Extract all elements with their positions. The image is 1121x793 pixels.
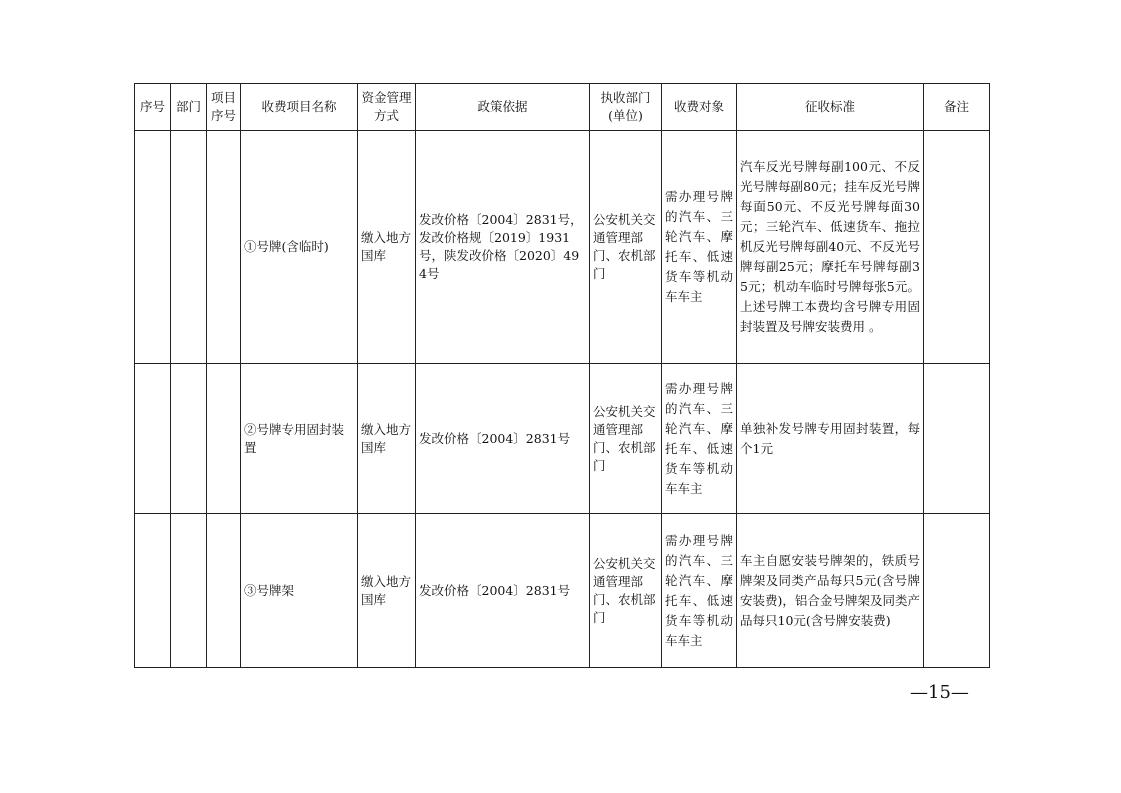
cell-remark (924, 364, 990, 514)
header-fee-name: 收费项目名称 (241, 84, 358, 131)
cell-dept (171, 364, 207, 514)
page-number: —15— (910, 682, 969, 703)
header-policy-basis: 政策依据 (416, 84, 590, 131)
cell-collector: 公安机关交通管理部门、农机部门 (590, 131, 662, 364)
header-seq: 序号 (135, 84, 171, 131)
cell-fee-name: ②号牌专用固封装置 (241, 364, 358, 514)
fee-table (134, 83, 990, 668)
cell-policy-basis: 发改价格〔2004〕2831号，发改价格规〔2019〕1931号，陕发改价格〔2020〕494号 (416, 131, 590, 364)
header-fund-management: 资金管理方式 (358, 84, 416, 131)
cell-seq (135, 364, 171, 514)
cell-standard: 汽车反光号牌每副100元、不反光号牌每副80元；挂车反光号牌每面50元、不反光号牌每面30元；三轮汽车、低速货车、拖拉机反光号牌每副40元、不反光号牌每副25元；摩托车号牌每副35元；机动车临时号牌每张5元。上述号牌工本费均含号牌专用固封装置及号牌安装费用 。 (737, 131, 924, 364)
table-header-row (135, 84, 990, 131)
table-row (135, 364, 990, 514)
header-item-seq: 项目序号 (207, 84, 241, 131)
cell-standard: 单独补发号牌专用固封装置，每个1元 (737, 364, 924, 514)
header-collector: 执收部门(单位) (590, 84, 662, 131)
header-fee-target: 收费对象 (662, 84, 737, 131)
cell-dept (171, 514, 207, 668)
cell-collector: 公安机关交通管理部门、农机部门 (590, 364, 662, 514)
cell-fee-target: 需办理号牌的汽车、三轮汽车、摩托车、低速货车等机动车车主 (662, 514, 737, 668)
cell-policy-basis: 发改价格〔2004〕2831号 (416, 364, 590, 514)
cell-seq (135, 131, 171, 364)
cell-item-seq (207, 514, 241, 668)
cell-fund-management: 缴入地方国库 (358, 514, 416, 668)
header-standard: 征收标准 (737, 84, 924, 131)
cell-item-seq (207, 364, 241, 514)
cell-fund-management: 缴入地方国库 (358, 131, 416, 364)
table-row (135, 131, 990, 364)
cell-remark (924, 514, 990, 668)
table-row (135, 514, 990, 668)
cell-policy-basis: 发改价格〔2004〕2831号 (416, 514, 590, 668)
cell-fund-management: 缴入地方国库 (358, 364, 416, 514)
cell-fee-name: ①号牌(含临时) (241, 131, 358, 364)
cell-fee-target: 需办理号牌的汽车、三轮汽车、摩托车、低速货车等机动车车主 (662, 364, 737, 514)
cell-collector: 公安机关交通管理部门、农机部门 (590, 514, 662, 668)
cell-item-seq (207, 131, 241, 364)
cell-seq (135, 514, 171, 668)
header-dept: 部门 (171, 84, 207, 131)
cell-standard: 车主自愿安装号牌架的，铁质号牌架及同类产品每只5元(含号牌安装费)，铝合金号牌架及同类产品每只10元(含号牌安装费) (737, 514, 924, 668)
cell-remark (924, 131, 990, 364)
cell-fee-name: ③号牌架 (241, 514, 358, 668)
cell-fee-target: 需办理号牌的汽车、三轮汽车、摩托车、低速货车等机动车车主 (662, 131, 737, 364)
header-remark: 备注 (924, 84, 990, 131)
cell-dept (171, 131, 207, 364)
